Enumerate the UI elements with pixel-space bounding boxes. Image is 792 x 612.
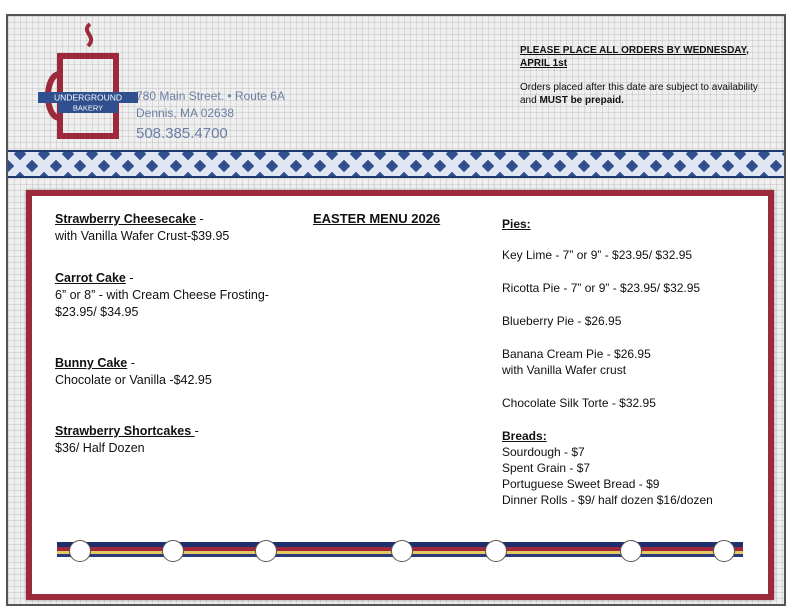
bread-item: Spent Grain - $7 — [502, 461, 591, 475]
item-name: Bunny Cake — [55, 356, 128, 370]
item-detail: with Vanilla Wafer Crust-$39.95 — [55, 229, 230, 243]
order-deadline-text: Orders placed after this date are subject to availability and MUST be prepaid. — [520, 82, 758, 106]
breads-heading: Breads: — [502, 429, 547, 443]
item-name: Carrot Cake — [55, 271, 126, 285]
svg-text:BAKERY: BAKERY — [72, 103, 104, 113]
menu-item: Carrot Cake - 6” or 8” - with Cream Cheese Frosting- $23.95/ $34.95 — [55, 270, 335, 321]
menu-item: Strawberry Shortcakes - $36/ Half Dozen — [55, 423, 335, 457]
phone-number: 508.385.4700 — [136, 125, 228, 142]
ribbon-circle — [620, 540, 642, 562]
ribbon-circle — [162, 540, 184, 562]
item-detail: 6” or 8” - with Cream Cheese Frosting- — [55, 288, 269, 302]
pies-heading: Pies: — [502, 217, 531, 231]
bakery-logo — [38, 22, 138, 142]
pie-item: Ricotta Pie - 7” or 9” - $23.95/ $32.95 — [502, 281, 701, 295]
menu-card — [32, 196, 768, 594]
ribbon-circle — [69, 540, 91, 562]
bread-item: Portuguese Sweet Bread - $9 — [502, 477, 660, 491]
order-deadline-heading: PLEASE PLACE ALL ORDERS BY WEDNESDAY, APRIL 1st — [520, 45, 749, 69]
decorative-tile-dots — [8, 159, 784, 169]
ribbon-circle — [485, 540, 507, 562]
ribbon-circle — [713, 540, 735, 562]
pies-breads-column — [502, 216, 762, 508]
cakes-column — [55, 211, 335, 482]
menu-page — [6, 14, 786, 606]
pie-item: Chocolate Silk Torte - $32.95 — [502, 396, 656, 410]
pie-item: Blueberry Pie - $26.95 — [502, 314, 622, 328]
item-name: Strawberry Cheesecake — [55, 212, 197, 226]
item-name: Strawberry Shortcakes — [55, 424, 195, 438]
item-detail: $23.95/ $34.95 — [55, 305, 139, 319]
order-notice — [520, 44, 770, 107]
bread-item: Sourdough - $7 — [502, 445, 585, 459]
address-line-1: 780 Main Street. • Route 6A — [136, 89, 285, 103]
pie-item: Key Lime - 7” or 9” - $23.95/ $32.95 — [502, 248, 693, 262]
menu-item: Strawberry Cheesecake - with Vanilla Wafer Crust-$39.95 — [55, 211, 335, 245]
menu-title: EASTER MENU 2026 — [313, 211, 441, 226]
address-line-2: Dennis, MA 02638 — [136, 106, 235, 120]
bakery-address — [136, 88, 285, 144]
svg-text:UNDERGROUND: UNDERGROUND — [54, 92, 122, 103]
ribbon-circle — [255, 540, 277, 562]
menu-item: Bunny Cake - Chocolate or Vanilla -$42.95 — [55, 355, 335, 389]
decorative-ribbon — [57, 540, 743, 562]
menu-frame — [26, 190, 774, 600]
bread-item: Dinner Rolls - $9/ half dozen $16/dozen — [502, 493, 713, 507]
pie-note: with Vanilla Wafer crust — [502, 363, 627, 377]
item-detail: Chocolate or Vanilla -$42.95 — [55, 373, 212, 387]
ribbon-circle — [391, 540, 413, 562]
pie-item: Banana Cream Pie - $26.95 with Vanilla Wafer crust — [502, 346, 762, 378]
item-detail: $36/ Half Dozen — [55, 441, 145, 455]
